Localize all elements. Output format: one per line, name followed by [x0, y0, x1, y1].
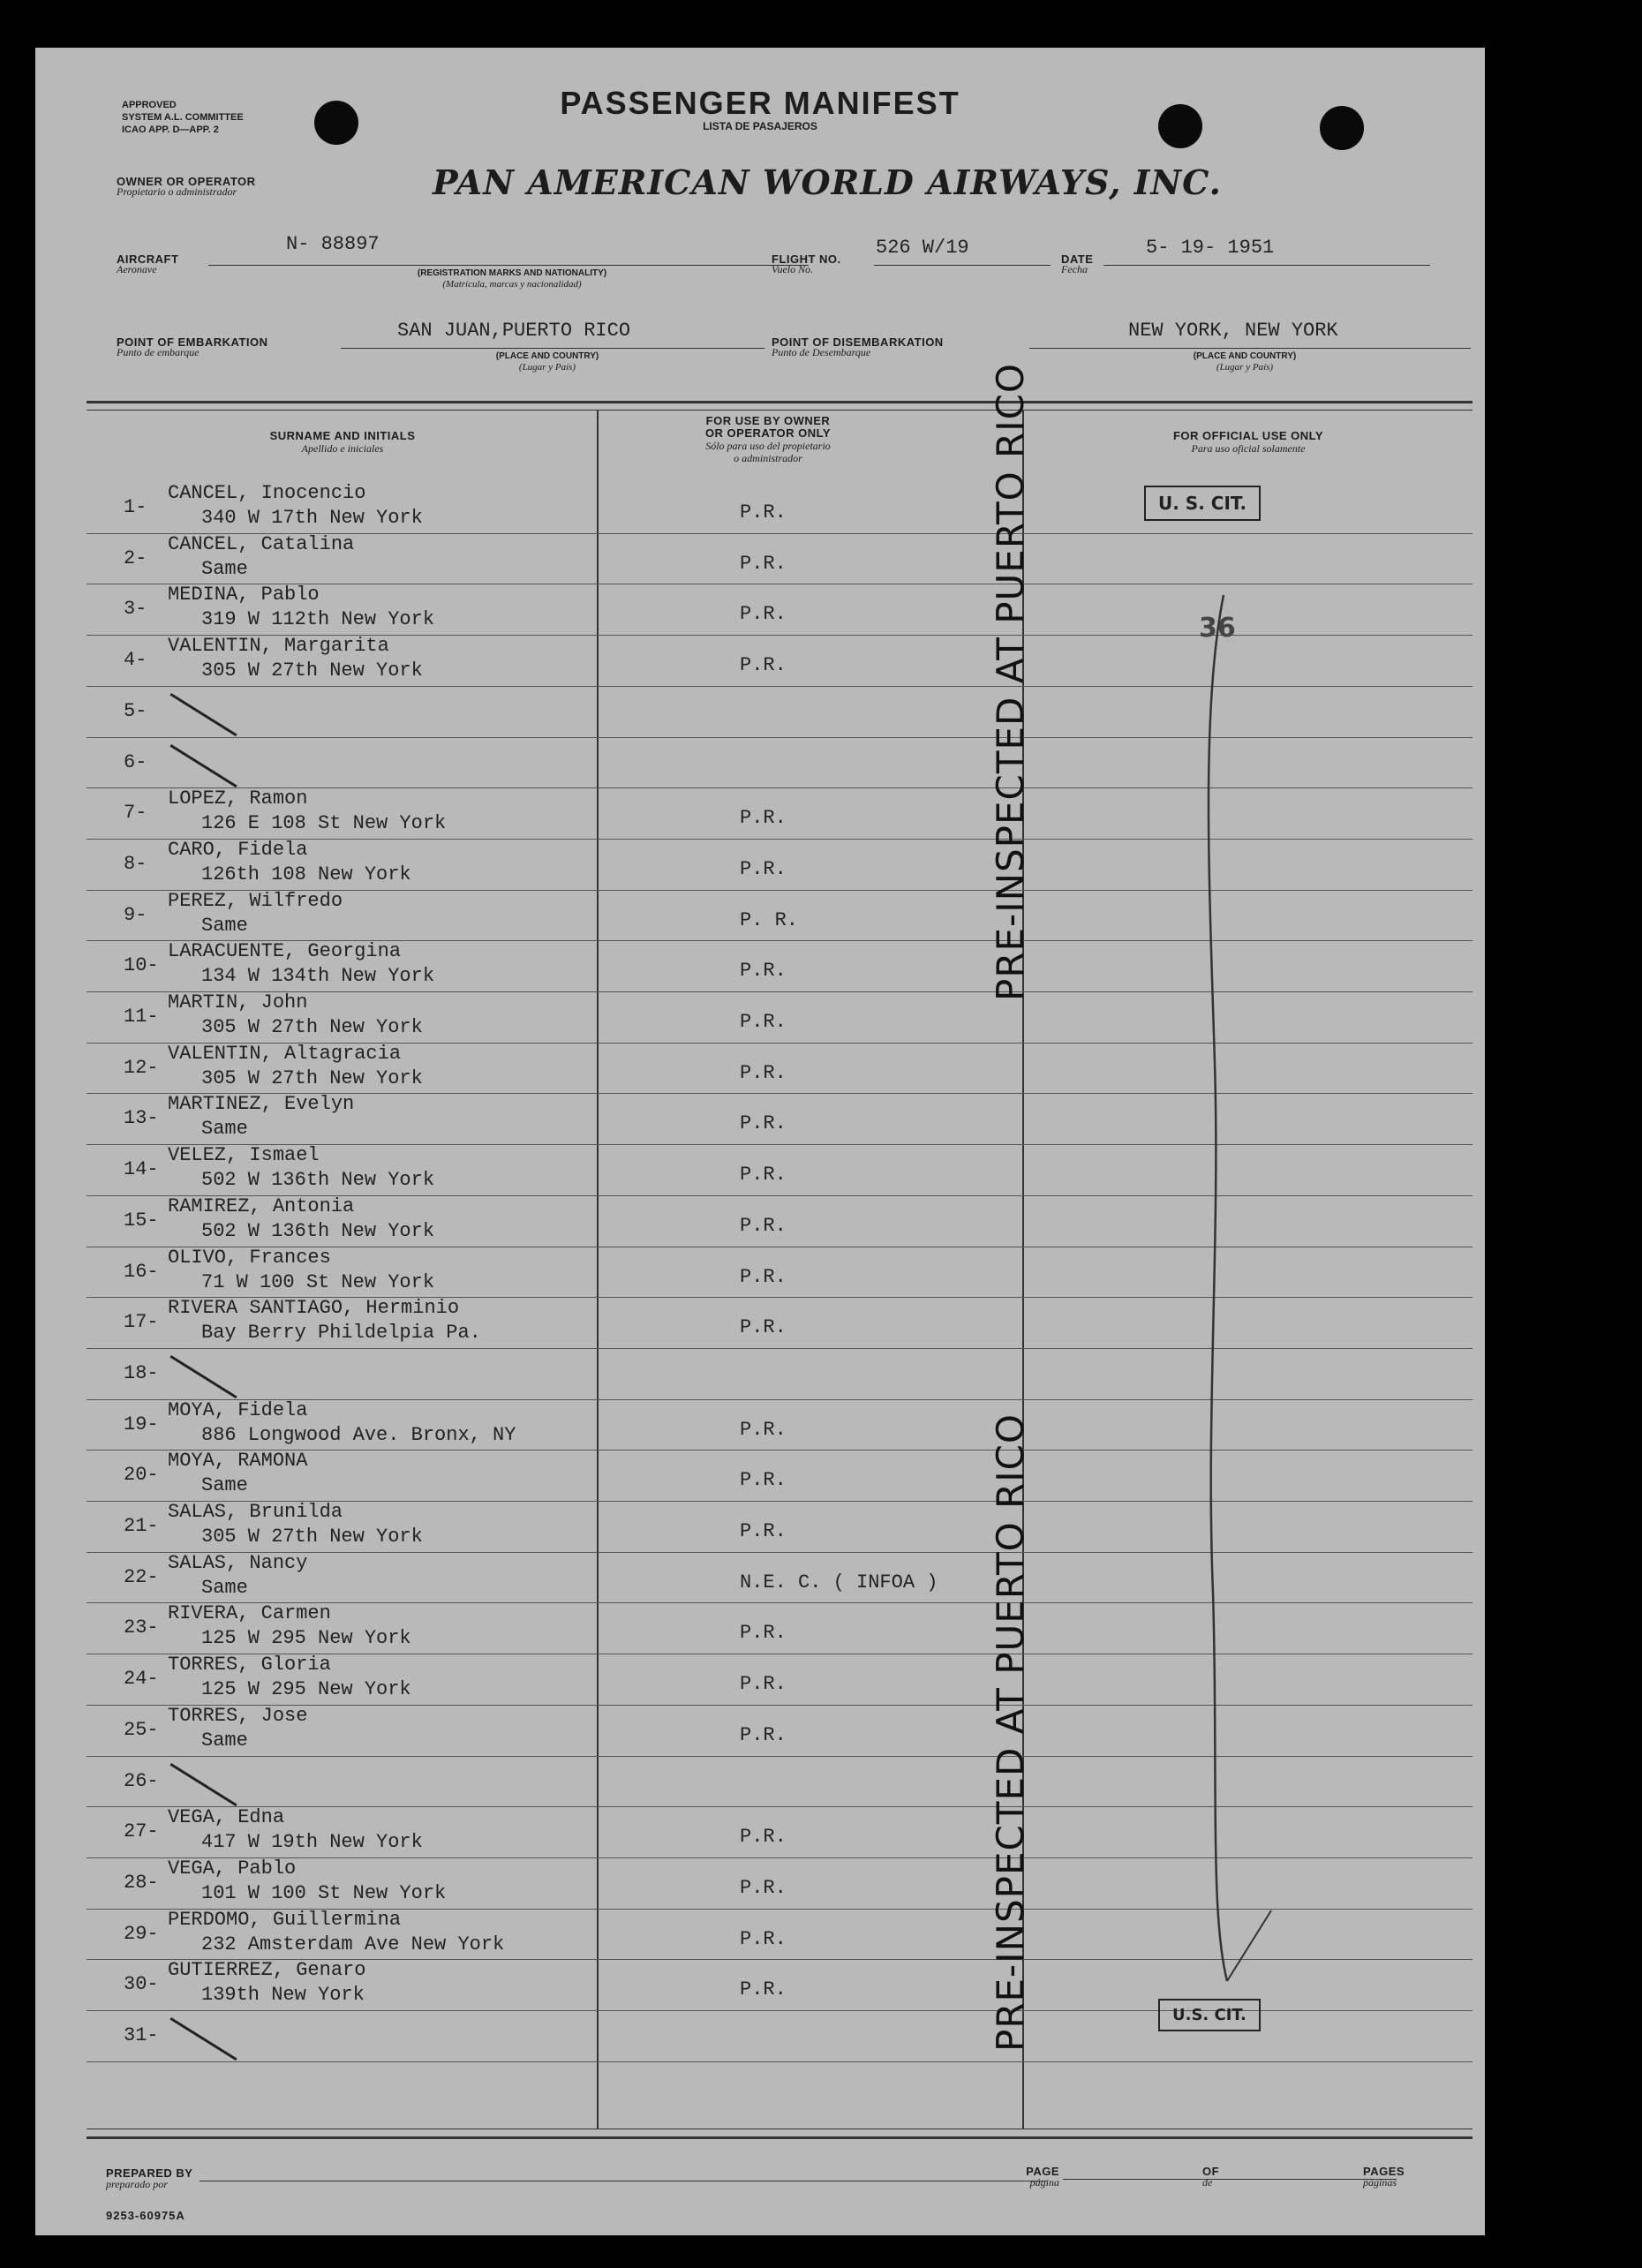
prepared-by-block	[106, 2168, 192, 2189]
passenger-status: P.R.	[740, 1061, 787, 1084]
row-number: 4-	[124, 649, 147, 672]
passenger-address: 502 W 136th New York	[201, 1169, 435, 1192]
passenger-status: P.R.	[740, 501, 787, 524]
row-number: 23-	[124, 1616, 159, 1639]
row-number: 15-	[124, 1209, 159, 1232]
passenger-name: CANCEL, Inocencio	[168, 482, 366, 504]
passenger-address: 340 W 17th New York	[201, 507, 423, 529]
footer-top-rule-2	[87, 2136, 1473, 2139]
aircraft-label-block	[117, 252, 178, 276]
owner-label-es: Propietario o administrador	[117, 185, 237, 198]
page-title: PASSENGER MANIFEST	[560, 85, 960, 121]
embark-line	[341, 348, 765, 349]
flight-label-block	[772, 252, 841, 276]
passenger-status: P.R.	[740, 1723, 787, 1746]
row-number: 1-	[124, 496, 147, 518]
row-number: 21-	[124, 1515, 159, 1537]
passenger-address: 417 W 19th New York	[201, 1831, 423, 1854]
passenger-address: Bay Berry Phildelpia Pa.	[201, 1322, 481, 1345]
row-number: 24-	[124, 1668, 159, 1691]
row-number: 28-	[124, 1871, 159, 1894]
passenger-address: 319 W 112th New York	[201, 608, 435, 631]
passenger-status: P.R.	[740, 1418, 787, 1441]
blank-row-mark	[169, 1763, 237, 1806]
row-number: 10-	[124, 954, 159, 977]
passenger-address: 305 W 27th New York	[201, 1016, 423, 1038]
passenger-name: TORRES, Gloria	[168, 1654, 331, 1677]
passenger-status: P.R.	[740, 807, 787, 830]
row-number: 11-	[124, 1006, 159, 1028]
row-number: 17-	[124, 1311, 159, 1334]
owner-use-label: FOR USE BY OWNER	[705, 414, 831, 427]
passenger-name: VEGA, Pablo	[168, 1857, 297, 1880]
date-label-block	[1061, 252, 1093, 276]
owner-use-label: OR OPERATOR ONLY	[704, 426, 832, 440]
passenger-name: MOYA, RAMONA	[168, 1450, 308, 1473]
passenger-name: LARACUENTE, Georgina	[168, 940, 402, 963]
place-note-es: (Lugar y País)	[1216, 362, 1274, 373]
row-number: 19-	[124, 1413, 159, 1435]
row-number: 20-	[124, 1464, 159, 1487]
blank-row-mark	[169, 744, 237, 787]
row-number: 26-	[124, 1769, 159, 1792]
passenger-address: 232 Amsterdam Ave New York	[201, 1933, 505, 1955]
date-label: DATE	[1061, 252, 1094, 266]
row-rule	[87, 2061, 1473, 2062]
passenger-address: 139th New York	[201, 1984, 365, 2007]
passenger-address: 134 W 134th New York	[201, 965, 435, 988]
place-note-en: (PLACE AND COUNTRY)	[495, 351, 599, 361]
passenger-status: N.E. C. ( INFOA )	[740, 1571, 938, 1594]
bracket-line	[1174, 533, 1280, 2016]
passenger-status: P.R.	[740, 552, 787, 575]
disembark-place-note	[1139, 351, 1351, 373]
pages-label-es: páginas	[1363, 2176, 1397, 2189]
row-number: 29-	[124, 1922, 159, 1945]
passenger-name: RIVERA, Carmen	[168, 1602, 331, 1625]
passenger-name: OLIVO, Frances	[168, 1246, 331, 1269]
passenger-name: VALENTIN, Margarita	[168, 635, 389, 658]
official-count: 36	[1199, 613, 1236, 644]
passenger-name: MOYA, Fidela	[168, 1398, 308, 1421]
owner-use-label-es: o administrador	[734, 452, 802, 464]
passenger-address: 125 W 295 New York	[201, 1678, 411, 1701]
passenger-name: SALAS, Nancy	[168, 1551, 308, 1574]
page-subtitle: LISTA DE PASAJEROS	[703, 120, 817, 132]
us-citizen-stamp: U. S. CIT.	[1144, 486, 1261, 521]
passenger-address: 125 W 295 New York	[201, 1627, 411, 1650]
manifest-sheet	[35, 48, 1485, 2235]
flight-line	[874, 265, 1051, 266]
passenger-name: CARO, Fidela	[168, 838, 308, 861]
page-label-block	[1015, 2166, 1059, 2188]
passenger-name: RAMIREZ, Antonia	[168, 1194, 355, 1217]
preinspected-stamp: PRE-INSPECTED AT PUERTO RICO	[989, 363, 1032, 1001]
owner-value: PAN AMERICAN WORLD AIRWAYS, INC.	[433, 162, 1222, 202]
row-number: 5-	[124, 699, 147, 722]
passenger-status: P.R.	[740, 1265, 787, 1288]
row-number: 30-	[124, 1973, 159, 1996]
owner-use-label-es: Sólo para uso del propietario	[705, 440, 831, 452]
passenger-address: 305 W 27th New York	[201, 1066, 423, 1089]
row-number: 14-	[124, 1158, 159, 1181]
passenger-name: VEGA, Edna	[168, 1806, 285, 1829]
passenger-address: Same	[201, 1118, 248, 1141]
flight-label-es: Vuelo No.	[772, 263, 814, 275]
pages-label: PAGES	[1363, 2165, 1405, 2178]
passenger-status: P.R.	[740, 1112, 787, 1135]
passenger-name: LOPEZ, Ramon	[168, 787, 308, 810]
approval-line: SYSTEM A.L. COMMITTEE	[122, 112, 244, 123]
surname-header	[88, 429, 597, 456]
registration-note	[335, 268, 689, 290]
passenger-name: VELEZ, Ismael	[168, 1144, 320, 1167]
passenger-status: P.R.	[740, 1469, 787, 1492]
aircraft-label-es: Aeronave	[117, 263, 157, 275]
passenger-status: P.R.	[740, 1876, 787, 1899]
place-note-es: (Lugar y País)	[518, 362, 576, 373]
passenger-address: 886 Longwood Ave. Bronx, NY	[201, 1423, 516, 1446]
passenger-address: 101 W 100 St New York	[201, 1881, 447, 1904]
passenger-address: 126 E 108 St New York	[201, 812, 447, 835]
title-block	[35, 85, 1485, 132]
embark-label-es: Punto de embarque	[117, 346, 200, 358]
row-number: 18-	[124, 1361, 159, 1384]
disembark-label-es: Punto de Desembarque	[772, 346, 871, 358]
passenger-name: VALENTIN, Altagracia	[168, 1042, 402, 1065]
disembark-label: POINT OF DISEMBARKATION	[772, 335, 944, 349]
passenger-status: P.R.	[740, 1011, 787, 1033]
approval-line: ICAO APP. D—APP. 2	[122, 124, 219, 135]
passenger-address: 126th 108 New York	[201, 863, 411, 885]
row-number: 3-	[124, 598, 147, 621]
passenger-address: 502 W 136th New York	[201, 1219, 435, 1242]
passenger-status: P.R.	[740, 603, 787, 626]
passenger-status: P.R.	[740, 960, 787, 983]
row-number: 2-	[124, 546, 147, 569]
of-label-es: de	[1202, 2176, 1213, 2189]
passenger-address: 305 W 27th New York	[201, 1526, 423, 1548]
official-use-header	[1024, 429, 1473, 456]
official-use-label: FOR OFFICIAL USE ONLY	[1172, 429, 1324, 442]
passenger-address: 71 W 100 St New York	[201, 1270, 435, 1293]
row-number: 27-	[124, 1820, 159, 1843]
row-number: 16-	[124, 1260, 159, 1283]
passenger-status: P.R.	[740, 1164, 787, 1187]
passenger-address: Same	[201, 1576, 248, 1599]
surname-header-label: SURNAME AND INITIALS	[269, 429, 416, 442]
passenger-status: P.R.	[740, 1927, 787, 1950]
table-top-rule-2	[87, 410, 1473, 411]
passenger-address: 305 W 27th New York	[201, 659, 423, 682]
date-label-es: Fecha	[1061, 263, 1088, 275]
passenger-name: TORRES, Jose	[168, 1704, 308, 1727]
table-row	[87, 2010, 1473, 2061]
passenger-name: MARTINEZ, Evelyn	[168, 1093, 355, 1116]
approval-line: APPROVED	[122, 100, 177, 110]
aircraft-value: N- 88897	[286, 233, 380, 255]
embark-value: SAN JUAN,PUERTO RICO	[397, 320, 631, 342]
passenger-status: P.R.	[740, 1520, 787, 1542]
blank-row-mark	[169, 693, 237, 736]
row-number: 8-	[124, 852, 147, 875]
surname-header-label-es: Apellido e iniciales	[301, 442, 384, 455]
registration-note-en: (REGISTRATION MARKS AND NATIONALITY)	[417, 268, 607, 278]
aircraft-label: AIRCRAFT	[117, 252, 179, 266]
row-number: 22-	[124, 1565, 159, 1588]
blank-row-mark	[169, 1355, 237, 1398]
row-number: 31-	[124, 2024, 159, 2046]
pages-label-block	[1363, 2166, 1405, 2188]
passenger-status: P. R.	[740, 908, 799, 931]
official-use-label-es: Para uso oficial solamente	[1191, 442, 1306, 455]
passenger-status: P.R.	[740, 1673, 787, 1696]
flight-value: 526 W/19	[876, 237, 969, 259]
passenger-name: PEREZ, Wilfredo	[168, 889, 343, 912]
passenger-name: MARTIN, John	[168, 991, 308, 1013]
date-value: 5- 19- 1951	[1146, 237, 1275, 259]
date-line	[1103, 265, 1430, 266]
passenger-status: P.R.	[740, 1622, 787, 1645]
embark-label: POINT OF EMBARKATION	[117, 335, 268, 349]
prepared-by-label-es: preparado por	[106, 2178, 168, 2190]
passenger-status: P.R.	[740, 1316, 787, 1339]
passenger-status: P.R.	[740, 1826, 787, 1849]
passenger-name: SALAS, Brunilda	[168, 1501, 343, 1523]
row-number: 9-	[124, 903, 147, 926]
disembark-value: NEW YORK, NEW YORK	[1128, 320, 1338, 342]
of-label: OF	[1202, 2165, 1220, 2178]
embark-label-block	[117, 335, 268, 359]
place-note-en: (PLACE AND COUNTRY)	[1193, 351, 1297, 361]
passenger-address: Same	[201, 914, 248, 937]
passenger-name: GUTIERREZ, Genaro	[168, 1959, 366, 1982]
passenger-status: P.R.	[740, 1978, 787, 2001]
table-row	[87, 482, 1473, 533]
passenger-name: CANCEL, Catalina	[168, 532, 355, 555]
passenger-name: RIVERA SANTIAGO, Herminio	[168, 1297, 460, 1320]
registration-note-es: (Matrícula, marcas y nacionalidad)	[442, 279, 582, 290]
page-label-es: página	[1029, 2176, 1059, 2189]
row-number: 25-	[124, 1718, 159, 1741]
flight-label: FLIGHT NO.	[772, 252, 841, 266]
embark-place-note	[441, 351, 653, 373]
passenger-address: Same	[201, 1474, 248, 1497]
row-number: 12-	[124, 1056, 159, 1079]
page-label: PAGE	[1026, 2165, 1059, 2178]
us-citizen-stamp: U.S. CIT.	[1158, 1999, 1261, 2031]
row-number: 13-	[124, 1107, 159, 1130]
passenger-status: P.R.	[740, 654, 787, 677]
disembark-label-block	[772, 335, 944, 359]
form-number: 9253-60975A	[106, 2209, 185, 2222]
owner-label-block	[117, 175, 256, 199]
row-number: 6-	[124, 750, 147, 773]
preinspected-stamp: PRE-INSPECTED AT PUERTO RICO	[989, 1413, 1032, 2052]
passenger-name: MEDINA, Pablo	[168, 584, 320, 607]
passenger-status: P.R.	[740, 857, 787, 880]
passenger-address: Same	[201, 557, 248, 580]
of-label-block	[1202, 2166, 1219, 2188]
aircraft-line	[208, 265, 809, 266]
prepared-by-label: PREPARED BY	[106, 2166, 193, 2180]
row-number: 7-	[124, 802, 147, 825]
owner-use-header	[600, 415, 936, 464]
disembark-line	[1029, 348, 1471, 349]
passenger-name: PERDOMO, Guillermina	[168, 1908, 402, 1931]
passenger-address: Same	[201, 1729, 248, 1752]
blank-row-mark	[169, 2017, 237, 2061]
table-top-rule	[87, 401, 1473, 403]
owner-label: OWNER OR OPERATOR	[117, 175, 256, 188]
passenger-status: P.R.	[740, 1214, 787, 1237]
